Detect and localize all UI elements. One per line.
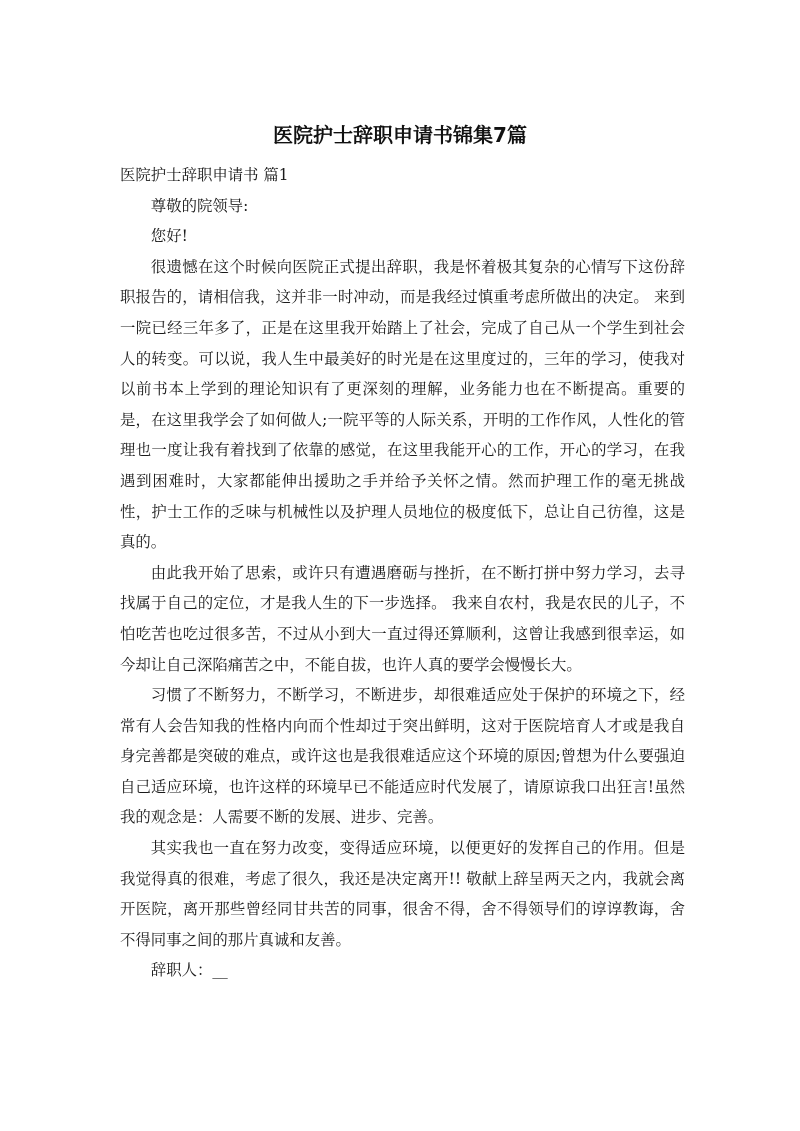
greeting: 您好! (150, 227, 188, 246)
document-title: 医院护士辞职申请书锦集7篇 (273, 123, 527, 147)
signature-line: 辞职人：__ (150, 961, 228, 980)
salutation: 尊敬的院领导: (150, 196, 249, 215)
section-heading: 医院护士辞职申请书 篇1 (120, 166, 289, 184)
body-paragraph-4: 其实我也一直在努力改变，变得适应环境，以便更好的发挥自己的作用。但是我觉得真的很难，考虑了很久，我还是决定离开!! 敬献上辞呈两天之内，我就会离开医院，离开那些曾经同甘共苦的同事，很舍不得，舍不得领导们的谆谆教诲，舍不得同事之间的那片真诚和友善。 (120, 839, 685, 949)
body-paragraph-1: 很遗憾在这个时候向医院正式提出辞职，我是怀着极其复杂的心情写下这份辞职报告的，请相信我，这并非一时冲动，而是我经过慎重考虑所做出的决定。 来到一院已经三年多了，正是在这里我开始踏上了社会，完成了自己从一个学生到社会人的转变。可以说，我人生中最美好的时光是在这里度过的，三年的学习，使我对以前书本上学到的理论知识有了更深刻的理解，业务能力也在不断提高。重要的是，在这里我学会了如何做人;一院平等的人际关系，开明的工作作风，人性化的管理也一度让我有着找到了依靠的感觉，在这里我能开心的工作，开心的学习，在我遇到困难时，大家都能伸出援助之手并给予关怀之情。然而护理工作的毫无挑战性，护士工作的乏味与机械性以及护理人员地位的极度低下，总让自己彷徨，这是真的。 (120, 257, 685, 552)
body-paragraph-3: 习惯了不断努力，不断学习，不断进步，却很难适应处于保护的环境之下，经常有人会告知我的性格内向而个性却过于突出鲜明，这对于医院培育人才或是我自身完善都是突破的难点，或许这也是我很难适应这个环境的原因;曾想为什么要强迫自己适应环境，也许这样的环境早已不能适应时代发展了，请原谅我口出狂言!虽然我的观念是：人需要不断的发展、进步、完善。 (120, 686, 685, 827)
document-body (120, 160, 685, 986)
body-paragraph-2: 由此我开始了思索，或许只有遭遇磨砺与挫折，在不断打拼中努力学习，去寻找属于自己的定位，才是我人生的下一步选择。 我来自农村，我是农民的儿子，不怕吃苦也吃过很多苦，不过从小到大一直过得还算顺利，这曾让我感到很幸运，如今却让自己深陷痛苦之中，不能自拔，也许人真的要学会慢慢长大。 (120, 563, 685, 674)
